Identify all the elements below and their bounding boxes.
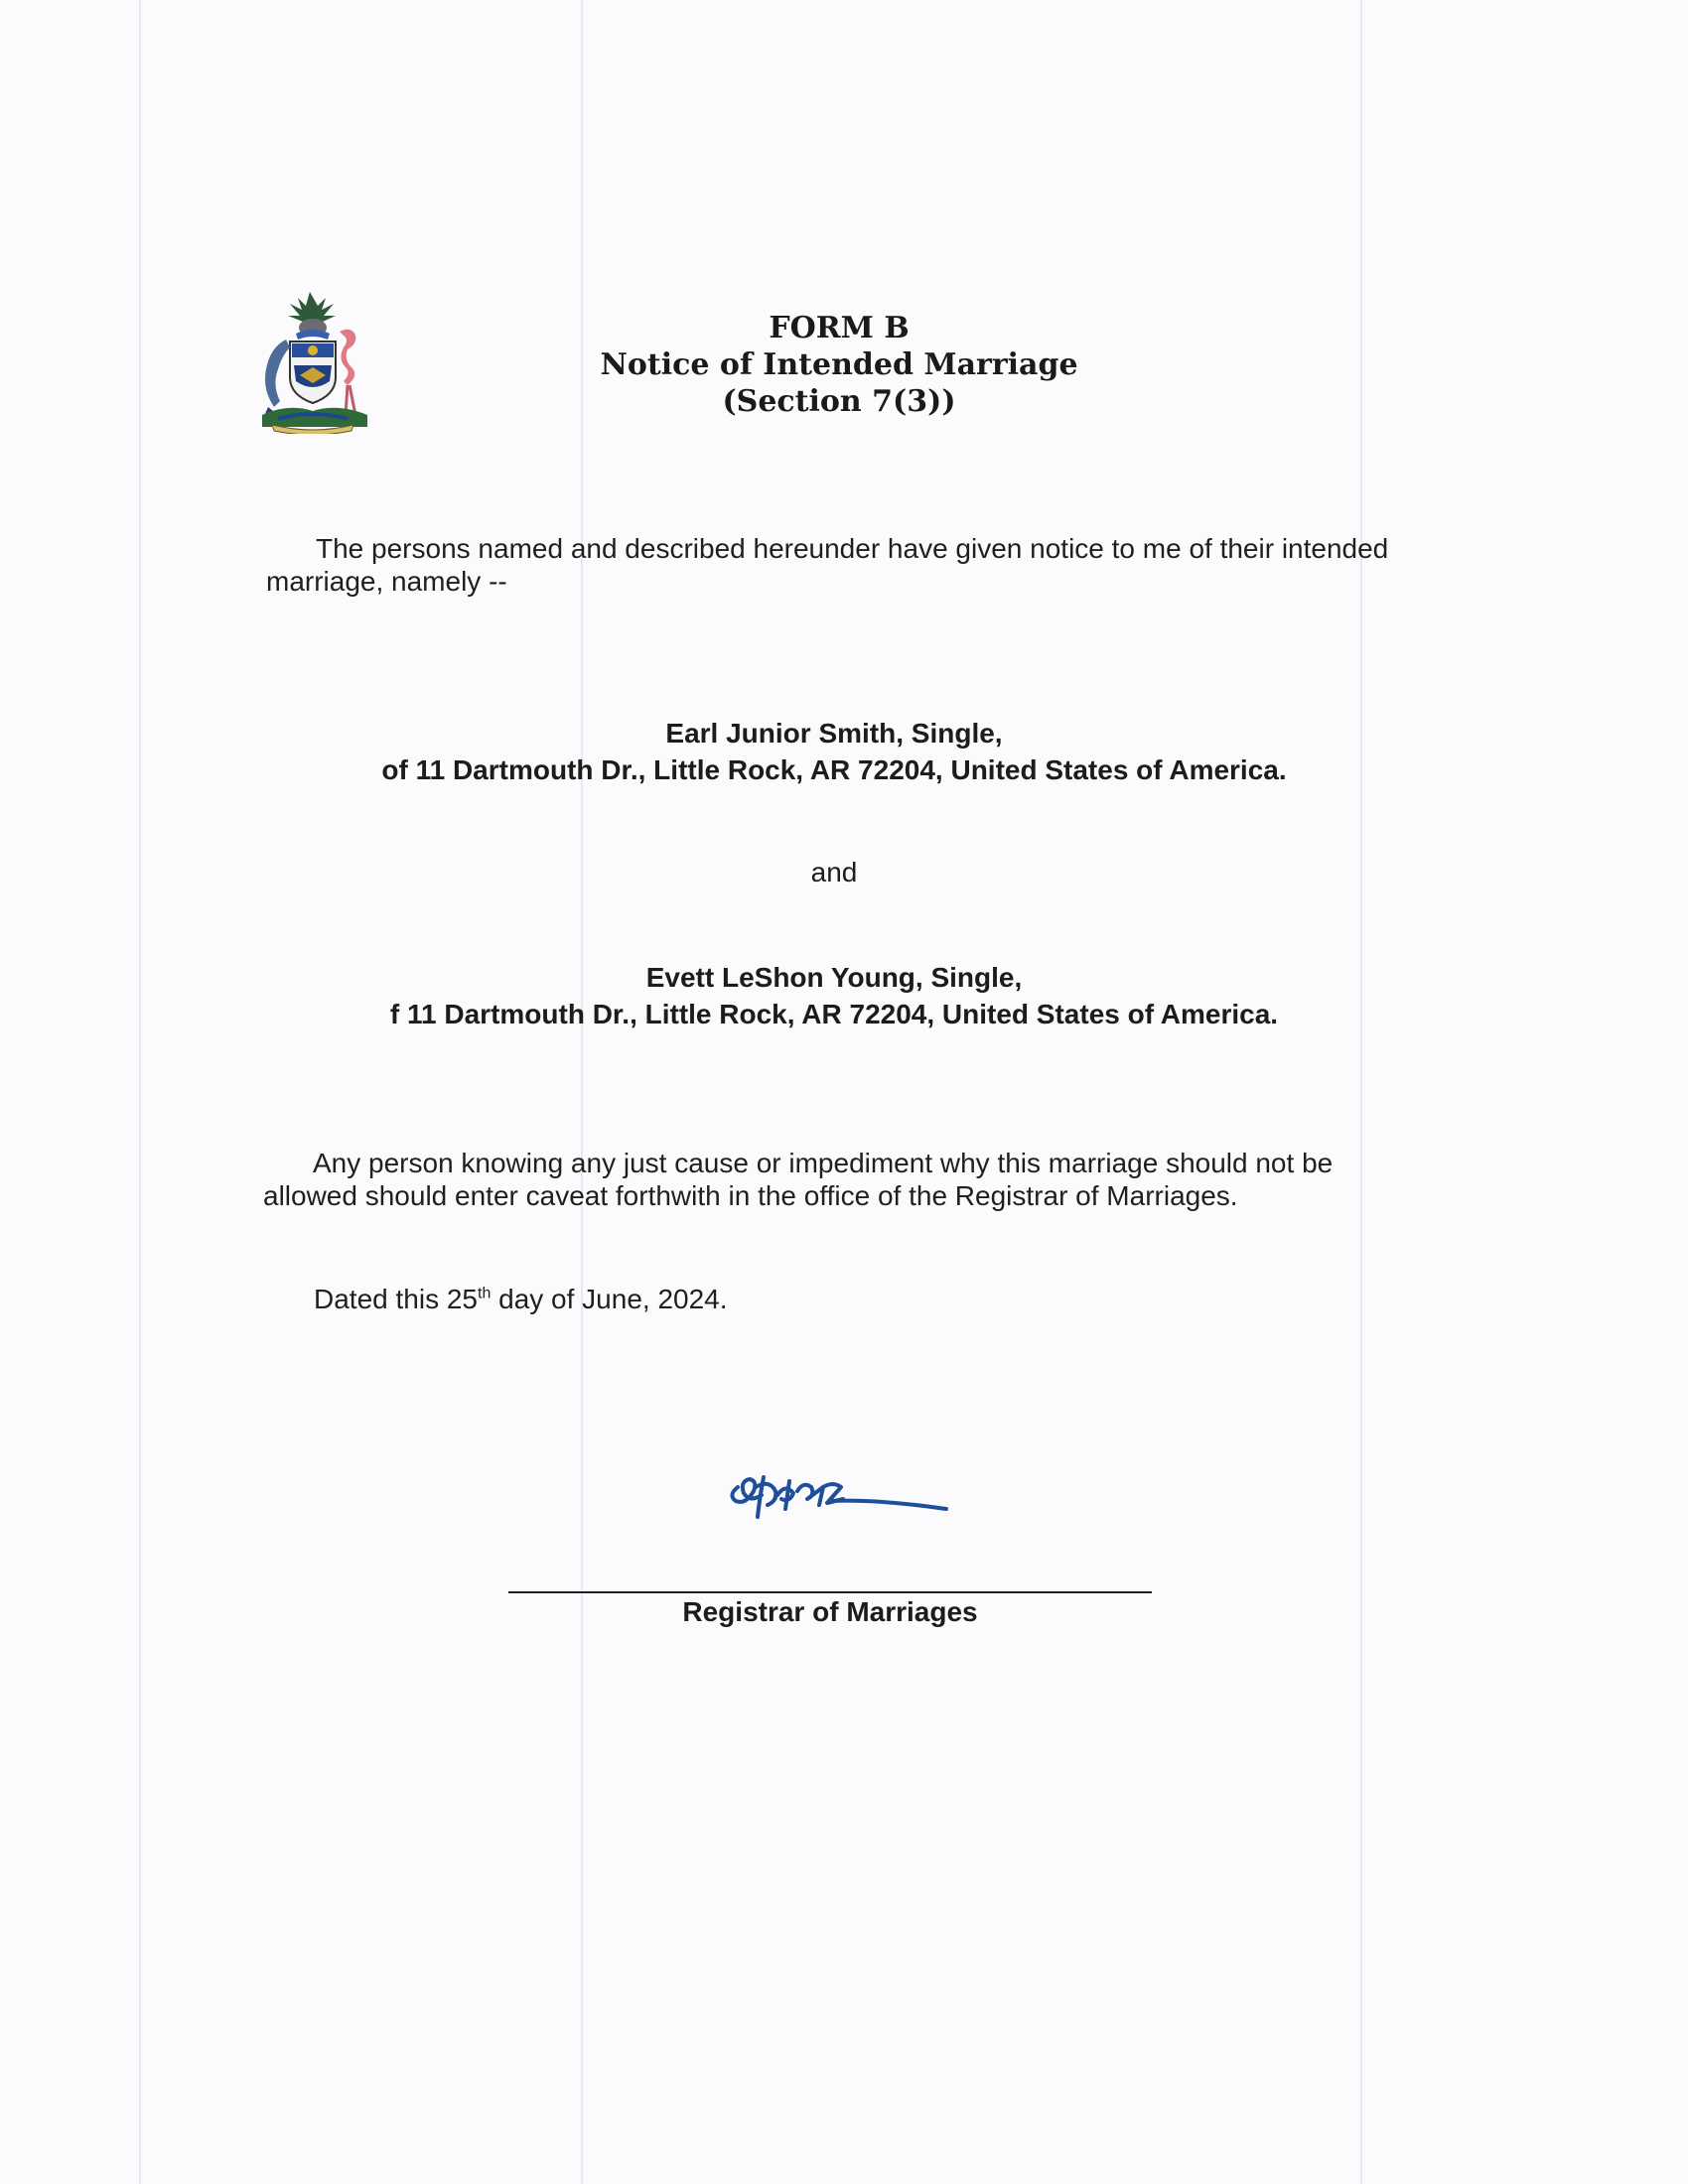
signatory-title: Registrar of Marriages [682,1596,978,1627]
signature-icon [720,1457,948,1527]
conjunction-text: and [810,857,858,887]
form-subtitle: Notice of Intended Marriage [600,347,1078,382]
party-one-name: Earl Junior Smith, Single, [665,718,1003,749]
dated-ordinal: th [478,1285,492,1302]
party-one-address: of 11 Dartmouth Dr., Little Rock, AR 72204, United States of America. [381,754,1287,785]
form-title: FORM B [769,311,910,345]
dated-suffix: day of June, 2024. [491,1284,728,1314]
party-one [248,715,1420,788]
dated-prefix: Dated this 25 [314,1284,478,1314]
intro-paragraph [266,532,1398,598]
party-two [248,959,1420,1032]
party-two-name: Evett LeShon Young, Single, [645,962,1023,993]
caveat-text: Any person knowing any just cause or impediment why this marriage should not be allowed should enter caveat forthwith in the office of the Registrar of Marriages. [263,1148,1334,1211]
signature-line [508,1591,1152,1593]
form-section: (Section 7(3)) [722,384,956,419]
scan-artifact [139,0,141,2184]
form-heading [556,310,1122,420]
dated-line [314,1283,1108,1315]
scan-artifact [1360,0,1362,2184]
intro-text: The persons named and described hereunder have given notice to me of their intended marriage, namely -- [266,533,1389,597]
caveat-paragraph [263,1147,1415,1212]
party-two-address: f 11 Dartmouth Dr., Little Rock, AR 72204, United States of America. [389,999,1279,1029]
coat-of-arms-icon [248,290,377,434]
